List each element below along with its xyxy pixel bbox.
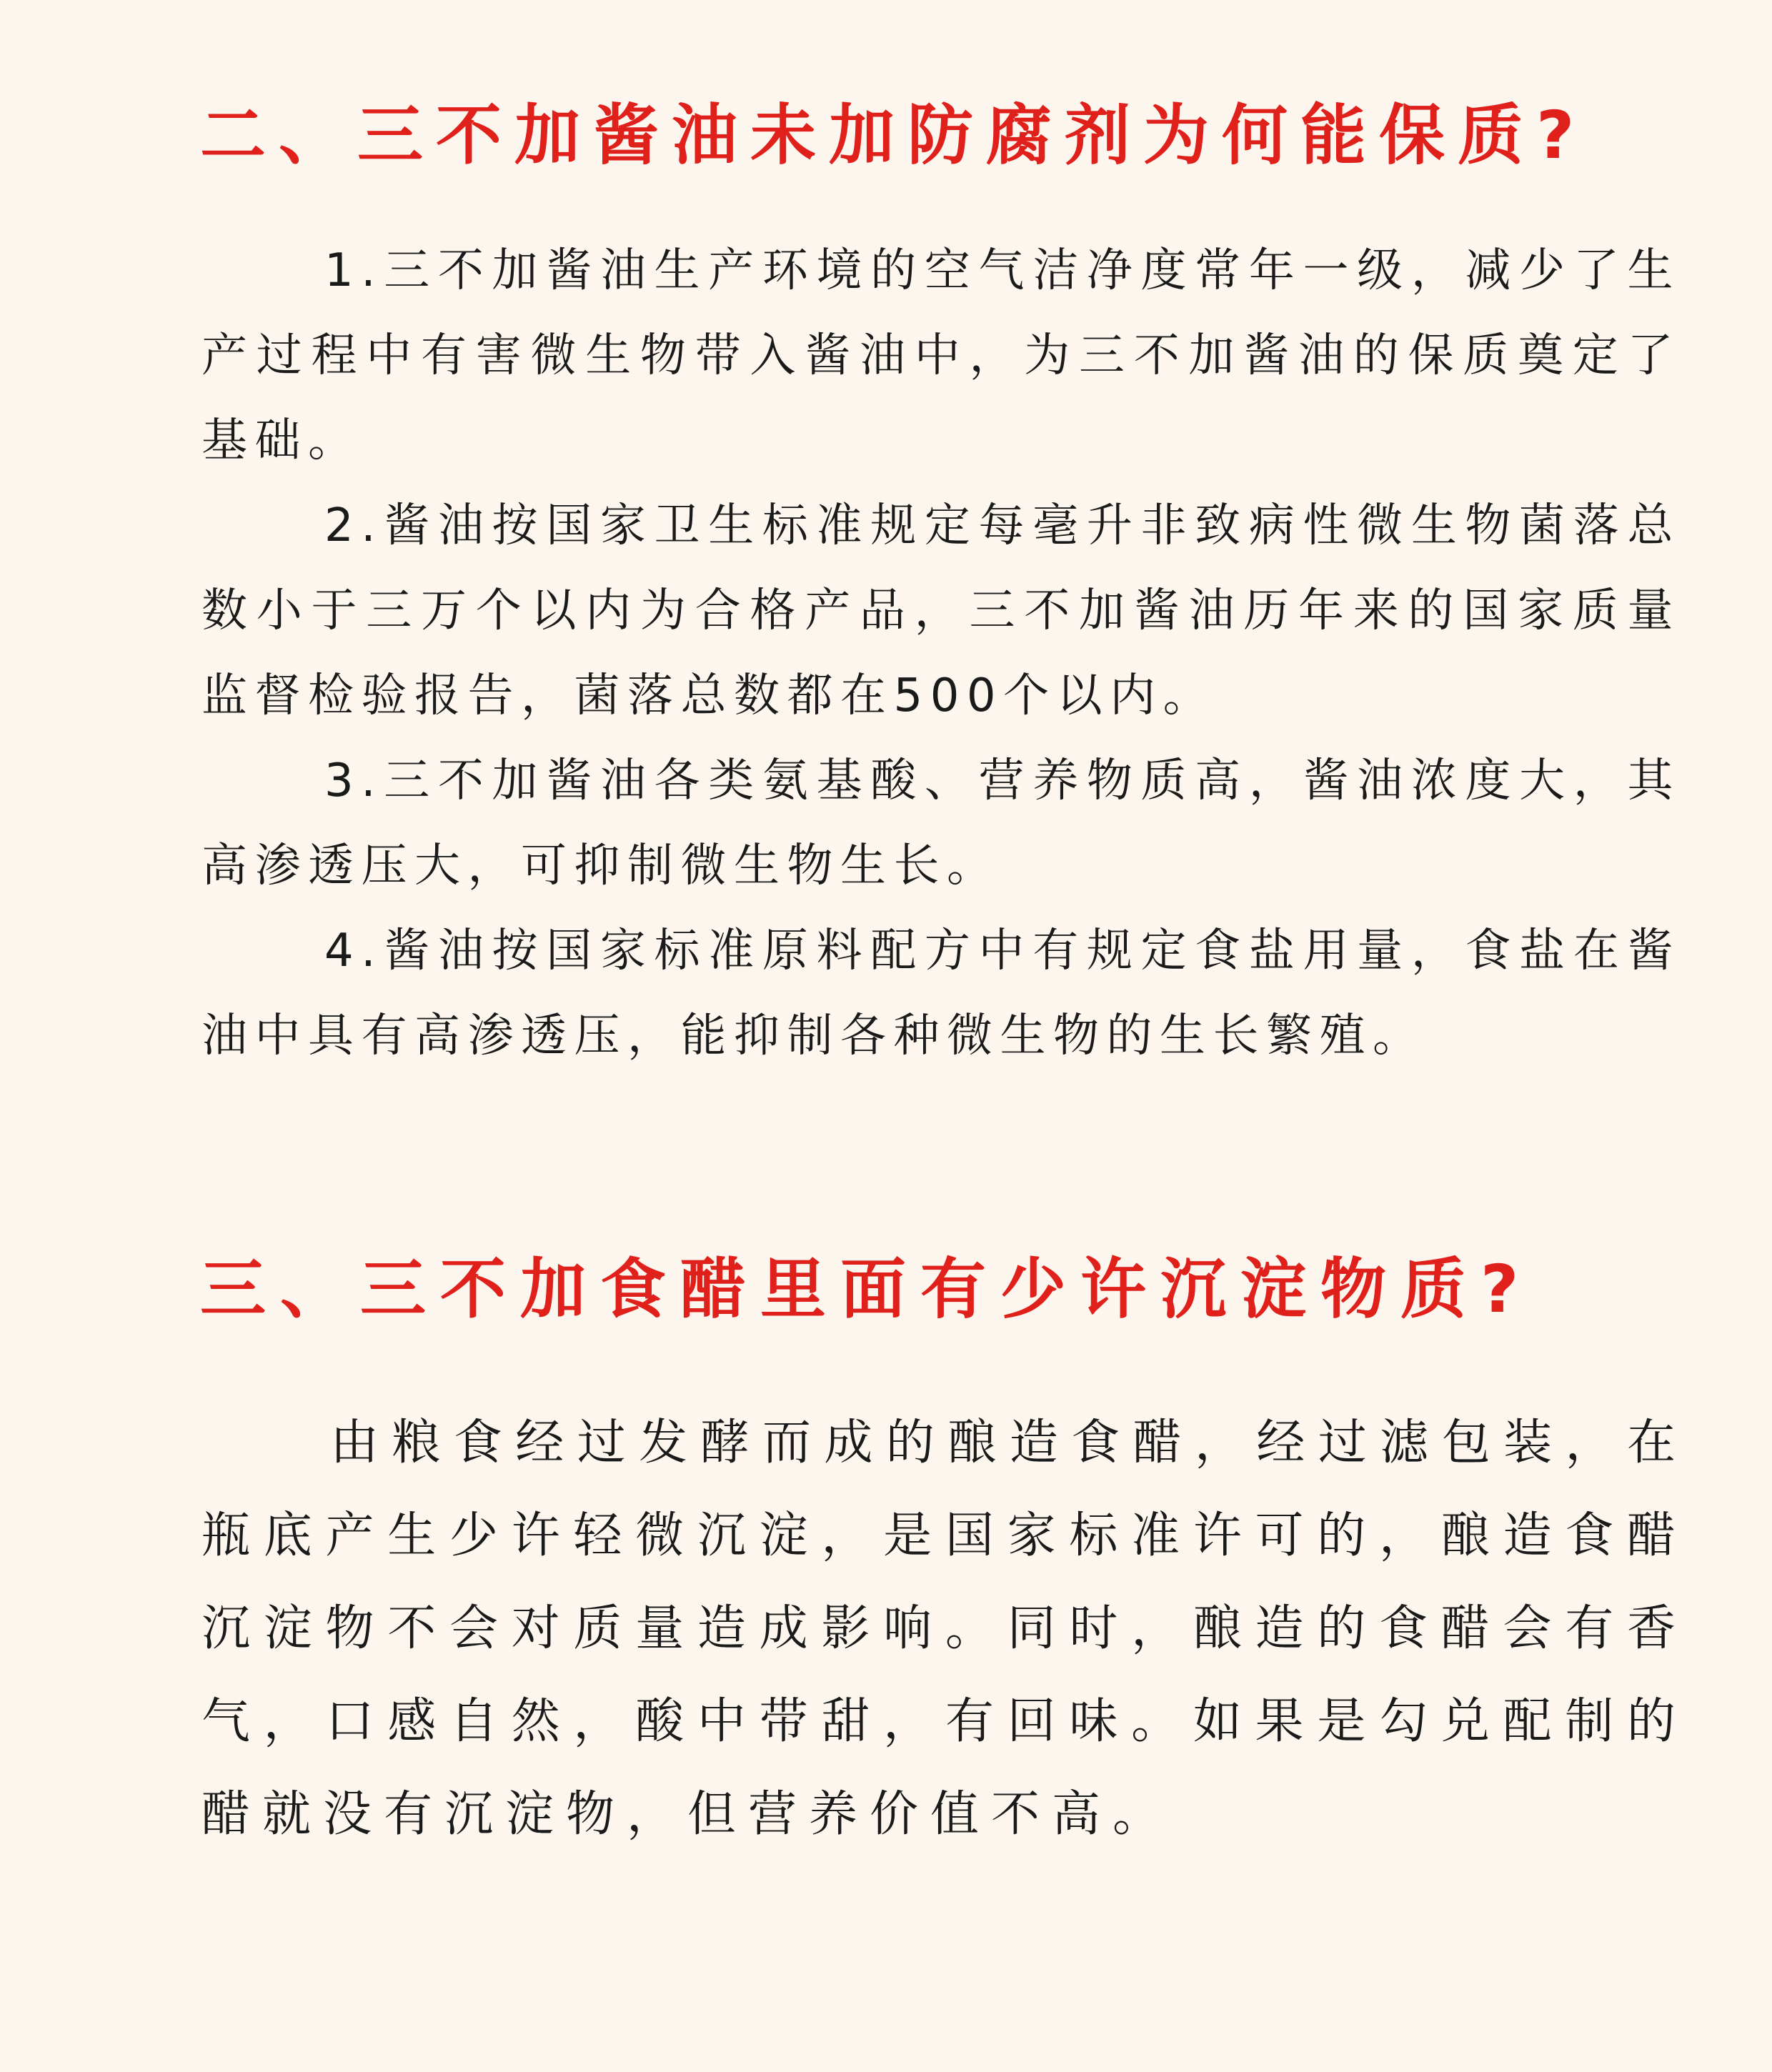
section-3-paragraph: 由粮食经过发酵而成的酿造食醋，经过滤包装，在瓶底产生少许轻微沉淀，是国家标准许可的，酿造食醋沉淀物不会对质量造成影响。同时，酿造的食醋会有香气，口感自然，酸中带甜，有回味。如果是勾兑配制的醋就没有沉淀物，但营养价值不高。: [201, 1415, 1688, 1843]
section-3-heading: 三、三不加食醋里面有少许沉淀物质?: [200, 1251, 1533, 1328]
section-2-paragraph-3: 3.三不加酱油各类氨基酸、营养物质高，酱油浓度大，其高渗透压大，可抑制微生物生长。: [201, 754, 1681, 892]
section-2-paragraph-1: 1.三不加酱油生产环境的空气洁净度常年一级，减少了生产过程中有害微生物带入酱油中，为三不加酱油的保质奠定了基础。: [201, 244, 1681, 467]
section-2-paragraph-4: 4.酱油按国家标准原料配方中有规定食盐用量，食盐在酱油中具有高渗透压，能抑制各种微生物的生长繁殖。: [201, 925, 1681, 1062]
section-2-paragraph-2: 2.酱油按国家卫生标准规定每毫升非致病性微生物菌落总数小于三万个以内为合格产品，三不加酱油历年来的国家质量监督检验报告，菌落总数都在500个以内。: [201, 499, 1681, 722]
section-2-heading: 二、三不加酱油未加防腐剂为何能保质?: [200, 97, 1588, 174]
